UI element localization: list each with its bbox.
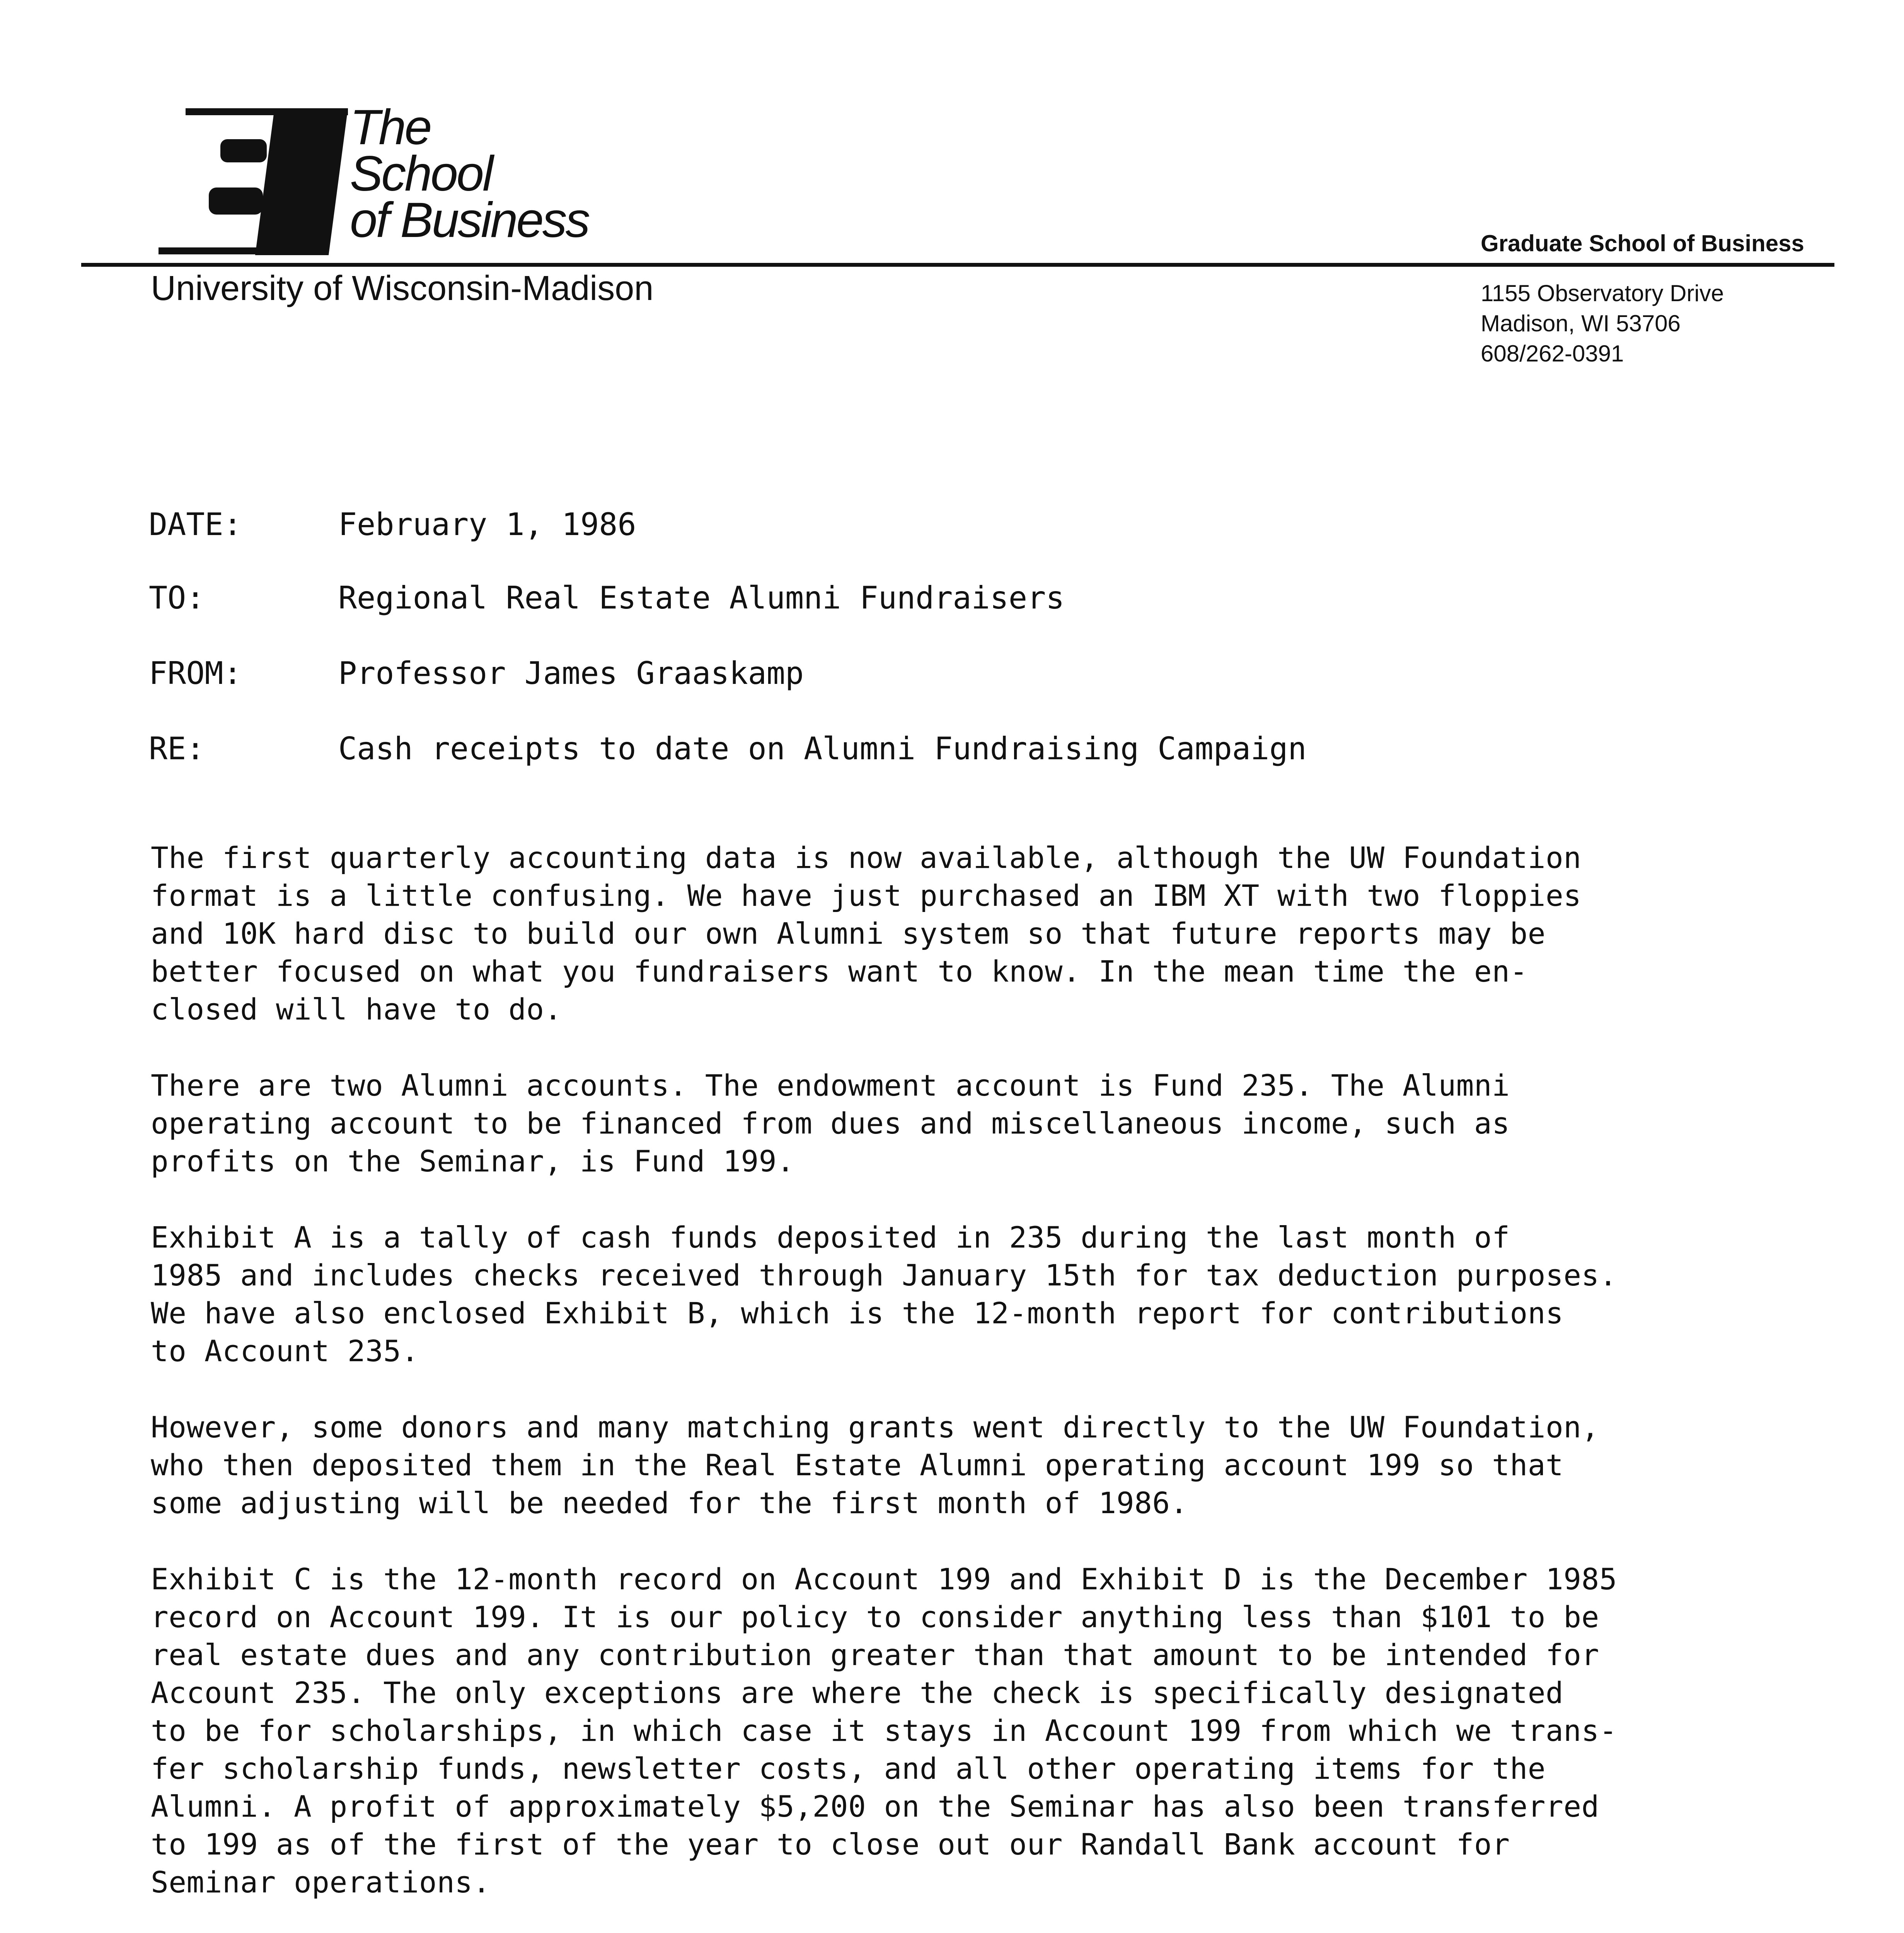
address-street: 1155 Observatory Drive (1481, 280, 1724, 306)
logo-line-of-business: of Business (350, 193, 589, 248)
letterhead-rule (81, 263, 1834, 267)
body-line: Seminar operations. (151, 1865, 491, 1899)
school-of-business-logo (147, 100, 630, 259)
body-line: to be for scholarships, in which case it stays in Account 199 from which we trans- (151, 1713, 1617, 1748)
memo-recipient: Regional Real Estate Alumni Fundraisers (338, 580, 1065, 616)
body-line: record on Account 199. It is our policy to consider anything less than $101 to be (151, 1600, 1599, 1634)
body-line: There are two Alumni accounts. The endowment account is Fund 235. The Alumni (151, 1068, 1510, 1103)
b-logo-mark (147, 108, 348, 255)
memo-subject: Cash receipts to date on Alumni Fundraising Campaign (338, 731, 1307, 767)
body-line: real estate dues and any contribution greater than that amount to be intended for (151, 1638, 1599, 1672)
date-label: DATE: (149, 506, 242, 542)
university-name: University of Wisconsin-Madison (151, 269, 654, 308)
body-line: Alumni. A profit of approximately $5,200 on the Seminar has also been transferred (151, 1789, 1599, 1824)
body-line: The first quarterly accounting data is now available, although the UW Foundation (151, 840, 1582, 875)
logo-line-the: The (350, 100, 431, 155)
body-line: However, some donors and many matching grants went directly to the UW Foundation, (151, 1410, 1599, 1444)
body-line: closed will have to do. (151, 992, 562, 1026)
body-paragraph (151, 1408, 1774, 1522)
body-line: and 10K hard disc to build our own Alumni system so that future reports may be (151, 916, 1546, 951)
body-line: to 199 as of the first of the year to close out our Randall Bank account for (151, 1827, 1510, 1861)
body-line: 1985 and includes checks received through January 15th for tax deduction purposes. (151, 1258, 1617, 1292)
address-phone: 608/262-0391 (1481, 341, 1624, 366)
body-line: format is a little confusing. We have just purchased an IBM XT with two floppies (151, 878, 1582, 913)
re-label: RE: (149, 731, 205, 767)
body-line: profits on the Seminar, is Fund 199. (151, 1144, 795, 1178)
body-paragraph (151, 1067, 1774, 1180)
body-line: some adjusting will be needed for the first month of 1986. (151, 1486, 1188, 1520)
body-paragraph (151, 1219, 1774, 1370)
body-line: We have also enclosed Exhibit B, which is the 12-month report for contributions (151, 1296, 1564, 1330)
body-line: who then deposited them in the Real Estate Alumni operating account 199 so that (151, 1448, 1564, 1482)
body-paragraph (151, 839, 1774, 1028)
logo-wordmark (350, 100, 589, 248)
body-line: to Account 235. (151, 1334, 419, 1368)
body-line: fer scholarship funds, newsletter costs, and all other operating items for the (151, 1751, 1546, 1786)
address-city: Madison, WI 53706 (1481, 310, 1681, 336)
address-block (1481, 278, 1724, 369)
department-name: Graduate School of Business (1481, 230, 1804, 256)
body-line: better focused on what you fundraisers want to know. In the mean time the en- (151, 954, 1528, 989)
memo-body (151, 839, 1774, 1933)
body-line: Account 235. The only exceptions are where the check is specifically designated (151, 1676, 1564, 1710)
memo-sender: Professor James Graaskamp (338, 655, 804, 691)
logo-line-school: School (350, 146, 492, 201)
from-label: FROM: (149, 655, 242, 691)
body-line: Exhibit A is a tally of cash funds deposited in 235 during the last month of (151, 1220, 1510, 1255)
body-line: Exhibit C is the 12-month record on Account 199 and Exhibit D is the December 1985 (151, 1562, 1617, 1596)
body-paragraph (151, 1560, 1774, 1901)
to-label: TO: (149, 580, 205, 616)
body-line: operating account to be financed from dues and miscellaneous income, such as (151, 1106, 1510, 1140)
memo-date: February 1, 1986 (338, 506, 636, 542)
